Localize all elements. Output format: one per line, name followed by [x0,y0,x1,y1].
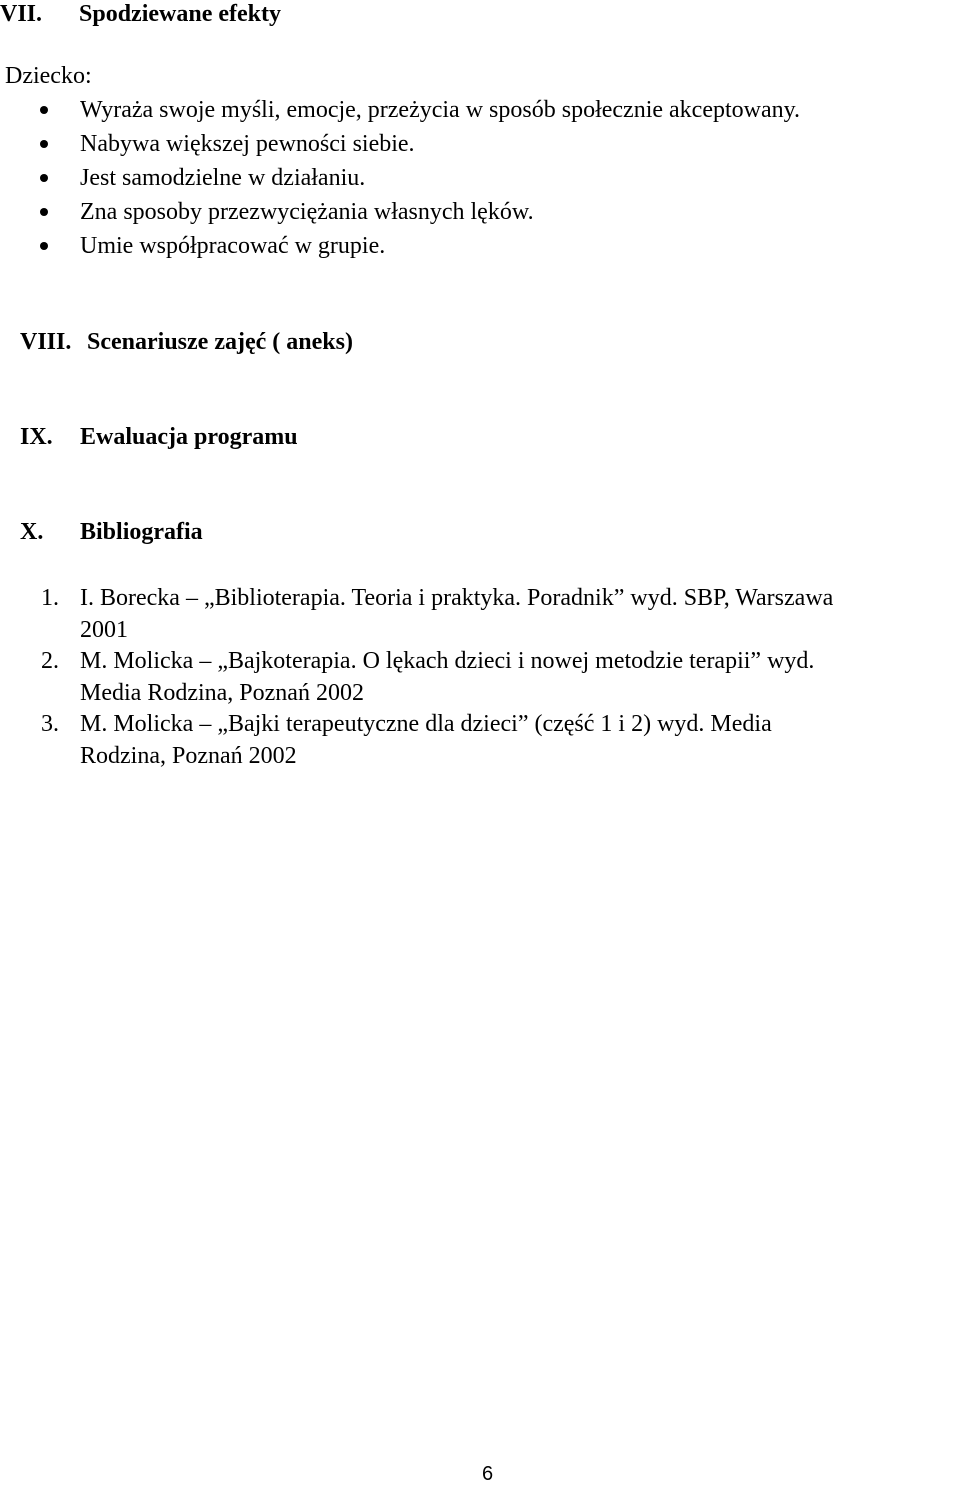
bullet-icon [40,208,48,216]
list-item [0,647,960,707]
section-number: VII. [0,1,43,27]
section-heading-ix [20,423,720,451]
section-number: X. [20,519,44,545]
section-title: Spodziewane efekty [79,1,281,27]
item-text-continued: Media Rodzina, Poznań 2002 [80,680,364,706]
bullet-icon [40,242,48,250]
effects-intro: Dziecko: [5,63,92,89]
item-text-continued: Rodzina, Poznań 2002 [80,743,297,769]
section-title: Bibliografia [80,519,203,545]
list-item: Wyraża swoje myśli, emocje, przeżycia w sposób społecznie akceptowany. [80,97,801,123]
bullet-icon [40,174,48,182]
bullet-icon [40,106,48,114]
list-item [0,584,960,644]
item-text: M. Molicka – „Bajkoterapia. O lękach dzieci i nowej metodzie terapii” wyd. [80,648,815,674]
section-heading-viii [20,328,720,356]
list-item: Umie współpracować w grupie. [80,233,386,259]
section-heading-x [20,518,720,546]
list-item: Zna sposoby przezwyciężania własnych lęków. [80,199,534,225]
section-title: Scenariusze zajęć ( aneks) [87,329,353,355]
item-text-continued: 2001 [80,617,128,643]
bullet-icon [40,140,48,148]
item-number: 3. [41,711,59,737]
list-item: Jest samodzielne w działaniu. [80,165,366,191]
item-number: 1. [41,585,59,611]
page-number: 6 [482,1463,494,1485]
item-text: M. Molicka – „Bajki terapeutyczne dla dzieci” (część 1 i 2) wyd. Media [80,711,772,737]
item-text: I. Borecka – „Biblioterapia. Teoria i praktyka. Poradnik” wyd. SBP, Warszawa [80,585,834,611]
item-number: 2. [41,648,59,674]
list-item: Nabywa większej pewności siebie. [80,131,415,157]
section-number: IX. [20,424,53,450]
section-number: VIII. [20,329,72,355]
section-heading-vii [0,0,960,28]
list-item [0,710,960,770]
section-title: Ewaluacja programu [80,424,298,450]
